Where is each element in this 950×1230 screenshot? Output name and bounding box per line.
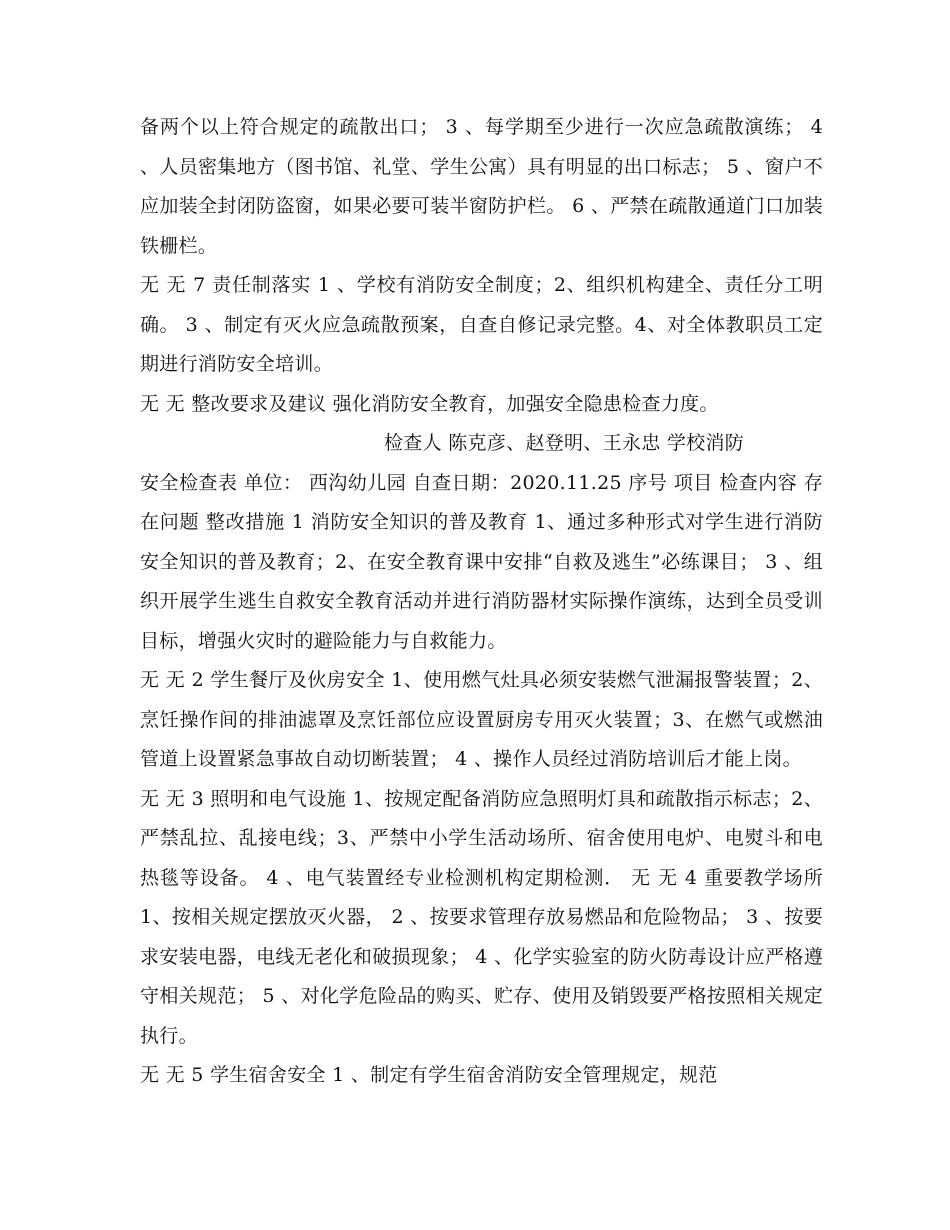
paragraph-evacuation-exits: 备两个以上符合规定的疏散出口； 3 、每学期至少进行一次应急疏散演练； 4 、人员密集地方（图书馆、礼堂、学生公寓）具有明显的出口标志； 5 、窗户不应加装全封闭防盗窗，如果必要可装半窗防护栏。 6 、严禁在疏散通道门口加装铁栅栏。	[140, 116, 823, 257]
paragraph-rectification: 无 无 整改要求及建议 强化消防安全教育，加强安全隐患检查力度。	[140, 392, 719, 415]
paragraph-responsibility: 无 无 7 责任制落实 1 、学校有消防安全制度；2、组织机构建全、责任分工明确。 3 、制定有灭火应急疏散预案，自查自修记录完整。4、对全体教职员工定期进行消防安全培训。	[140, 274, 823, 375]
document-body	[140, 108, 823, 1096]
paragraph-electrical-teaching: 无 无 3 照明和电气设施 1、按规定配备消防应急照明灯具和疏散指示标志；2、严禁乱拉、乱接电线；3、严禁中小学生活动场所、宿舍使用电炉、电熨斗和电热毯等设备。 4 、电气装置经专业检测机构定期检测． 无 无 4 重要教学场所 1、按相关规定摆放灭火器， 2 、按要求管理存放易燃品和危险物品； 3 、按要求安装电器，电线无老化和破损现象； 4 、化学实验室的防火防毒设计应严格遵守相关规范； 5 、对化学危险品的购买、贮存、使用及销毁要严格按照相关规定执行。	[140, 787, 823, 1047]
paragraph-checklist-header: 安全检查表 单位： 西沟幼儿园 自查日期：2020.11.25 序号 项目 检查内容 存在问题 整改措施 1 消防安全知识的普及教育 1、通过多种形式对学生进行消防安全知识的普及教育；2、在安全教育课中安排“自救及逃生”必练课目； 3 、组织开展学生逃生自救安全教育活动并进行消防器材实际操作演练，达到全员受训目标，增强火灾时的避险能力与自救能力。	[140, 471, 823, 652]
paragraph-dormitory-safety: 无 无 5 学生宿舍安全 1 、制定有学生宿舍消防安全管理规定，规范	[140, 1064, 718, 1086]
inspector-signoff: 检查人 陈克彦、赵登明、王永忠 学校消防	[384, 432, 745, 454]
paragraph-canteen-safety: 无 无 2 学生餐厅及伙房安全 1、使用燃气灶具必须安装燃气泄漏报警装置；2、烹饪操作间的排油滤罩及烹饪部位应设置厨房专用灭火装置；3、在燃气或燃油管道上设置紧急事故自动切断装置； 4 、操作人员经过消防培训后才能上岗。	[140, 669, 823, 770]
